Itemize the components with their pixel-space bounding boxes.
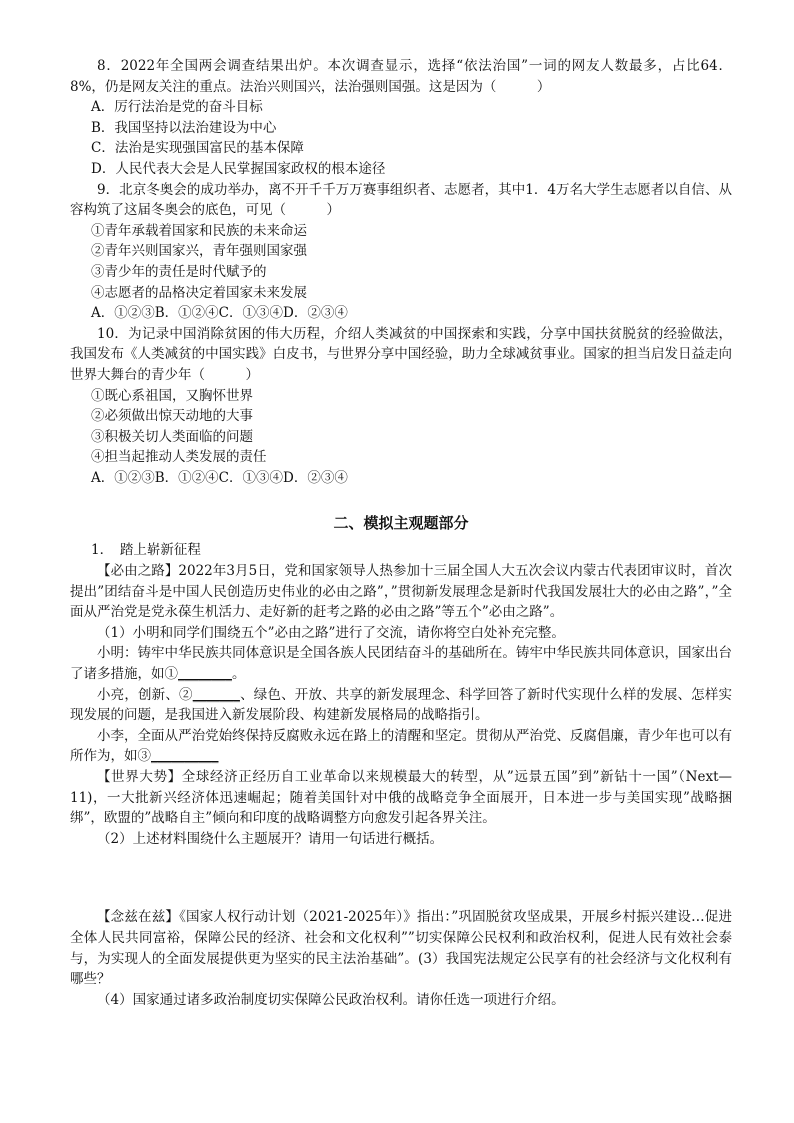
question-8-option-b: B．我国坚持以法治建设为中心 (91, 119, 277, 136)
question-10-choices: A．①②③B．①②④C．①③④D．②③④ (91, 469, 348, 486)
xiaoli-paragraph (70, 726, 732, 767)
sub-question-1: （1）小明和同学们围绕五个”必由之路”进行了交流，请你将空白处补充完整。 (97, 624, 565, 641)
material-nianzi: 【念兹在兹】《国家人权行动计划（2021-2025年）》指出：”巩固脱贫攻坚成果，开展乡村振兴建设…促进全体人民共同富裕，保障公民的经济、社会和文化权利””切实保障公民权利和政治权利，促进人民有效社会泰与，为实现人的全面发展提供更为坚实的民主法治基础”。(3）我国宪法规定公民享有的社会经济与文化权利有哪些？ (70, 909, 732, 988)
subjective-question-1-title: 1． 踏上崭新征程 (91, 542, 201, 559)
sub-question-2: （2）上述材料围绕什么主题展开？请用一句话进行概括。 (97, 830, 444, 847)
question-9-item-1: ①青年承载着国家和民族的未来命运 (91, 222, 307, 239)
xiaoming-text: 小明：铸牢中华民族共同体意识是全国各族人民团结奋斗的基础所在。铸牢中华民族共同体意识，国家出台了诸多措施，如① (70, 645, 732, 683)
question-10-item-3: ③积极关切人类面临的问题 (91, 428, 253, 445)
question-9-stem: 9．北京冬奥会的成功举办，离不开千千万万赛事组织者、志愿者，其中1．4万名大学生志愿者以自信、从容构筑了这届冬奥会的底色，可见（ ） (70, 181, 732, 219)
answer-blank-1: ________ (178, 666, 232, 683)
question-8-option-c: C．法治是实现强国富民的基本保障 (91, 140, 304, 157)
question-9-item-4: ④志愿者的品格决定着国家未来发展 (91, 284, 307, 301)
material-bilu: 【必由之路】2022年3月5日，党和国家领导人热参加十三届全国人大五次会议内蒙古代表团审议时，首次提出”团结奋斗是中国人民创造历史伟业的必由之路”，”贯彻新发展理念是新时代我国发展壮大的必由之路”，”全面从严治党是党永葆生机活力、走好新的赶考之路的必由之路”等五个”必由之路”。 (70, 563, 732, 621)
question-8-stem: 8．2022年全国两会调查结果出炉。本次调查显示，选择“依法治国”一词的网友人数最多，占比64．8%，仍是网友关注的重点。法治兴则国兴，法治强则国强。这是因为（ ） (70, 58, 732, 95)
answer-blank-3: __________ (151, 748, 219, 765)
sub-question-4: （4）国家通过诸多政治制度切实保障公民政治权利。请你任选一项进行介绍。 (97, 991, 565, 1008)
xiaoliang-text-2: 、绿色、开放、共享的新发展理念、科学回答了新时代实现什么样的发展、怎样实现发展的问题，是我国进入新发展阶段、构建新发展格局的战略指引。 (70, 686, 733, 724)
answer-blank-2: _______ (192, 686, 240, 703)
answer-space (70, 849, 732, 907)
question-10-item-1: ①既心系祖国，又胸怀世界 (91, 387, 253, 404)
xiaoli-text: 小李，全面从严治党始终保持反腐败永远在路上的清醒和坚定。贯彻从严治党、反腐倡廉，青少年也可以有所作为，如③ (70, 727, 732, 765)
exam-page (70, 56, 732, 1010)
xiaoming-end: 。 (232, 666, 246, 683)
xiaoliang-text-1: 小亮，创新、② (97, 686, 193, 703)
question-8-option-d: D．人民代表大会是人民掌握国家政权的根本途径 (91, 160, 386, 177)
question-10-stem: 10．为记录中国消除贫困的伟大历程，介绍人类减贫的中国探索和实践，分享中国扶贫脱贫的经验做法，我国发布《人类减贫的中国实践》白皮书，与世界分享中国经验，助力全球减贫事业。国家的担当启发日益走向世界大舞台的青少年（ ） (70, 325, 732, 383)
xiaoming-paragraph (70, 643, 732, 684)
question-9-choices: A．①②③B．①②④C．①③④D．②③④ (91, 305, 348, 322)
question-10-item-2: ②必须做出惊天动地的大事 (91, 408, 253, 425)
question-10-item-4: ④担当起推动人类发展的责任 (91, 449, 267, 466)
question-9-item-3: ③青少年的责任是时代赋予的 (91, 263, 267, 280)
section-title: 二、模拟主观题部分 (333, 514, 469, 533)
xiaoliang-paragraph (70, 685, 732, 726)
question-9-item-2: ②青年兴则国家兴，青年强则国家强 (91, 243, 307, 260)
material-shijie: 【世界大势】全球经济正经历自工业革命以来规模最大的转型，从”远景五国”到”新钻十一国”（Next—11)，一大批新兴经济体迅速崛起；随着美国针对中俄的战略竞争全面展开，日本进一步与美国实现”战略捆绑”，欧盟的”战略自主”倾向和印度的战略调整方向愈发引起各界关注。 (70, 769, 732, 827)
question-8-option-a: A．厉行法治是党的奋斗目标 (91, 99, 263, 116)
